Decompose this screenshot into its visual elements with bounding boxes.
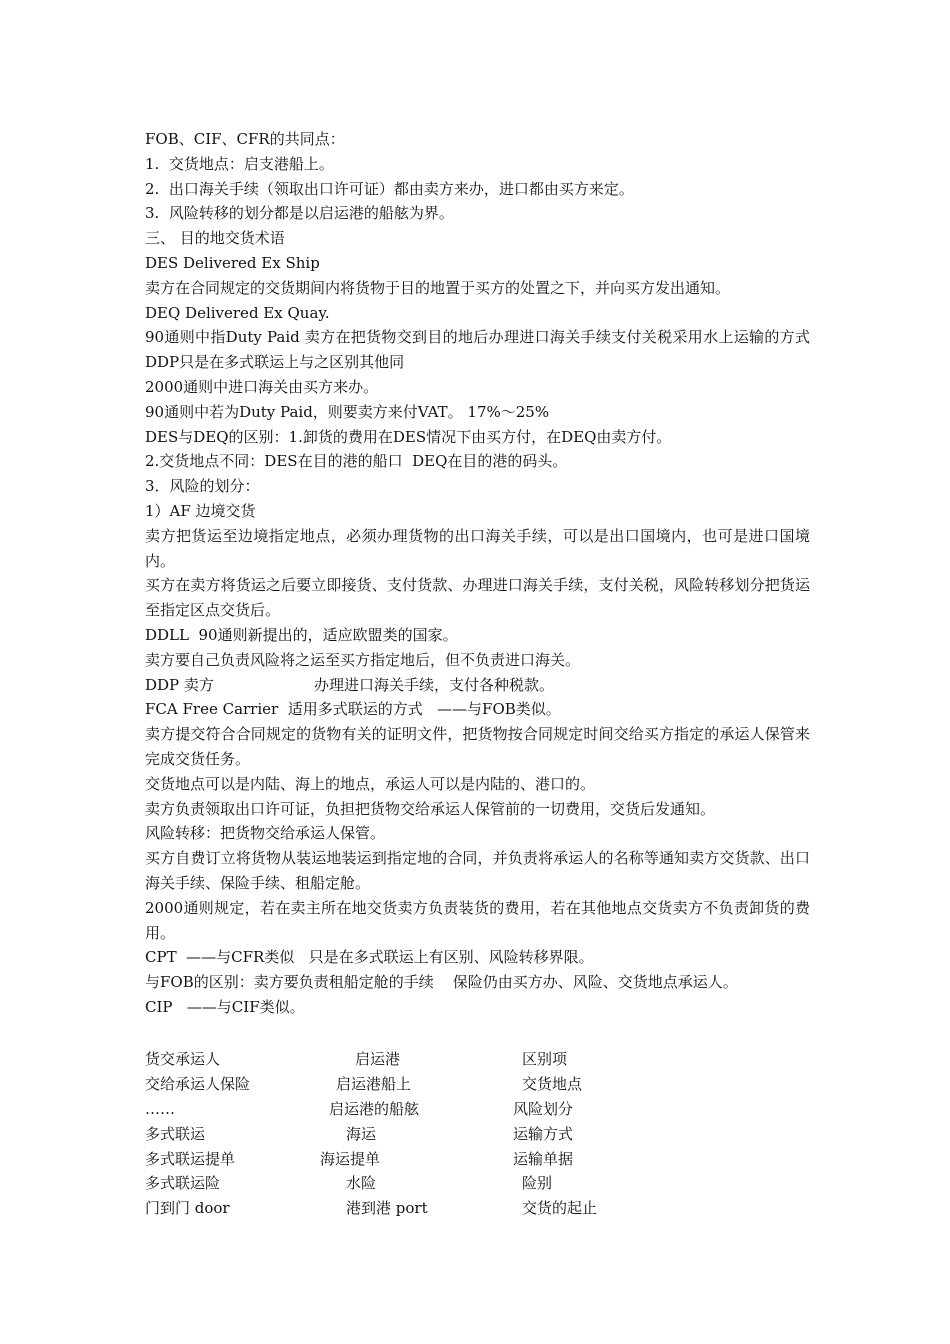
text-paragraph: 卖方把货运至边境指定地点，必须办理货物的出口海关手续，可以是出口国境内，也可是进口国境内。 [145, 526, 810, 570]
table-cell: 交货的起止 [522, 1199, 598, 1218]
text-line: FOB、CIF、CFR的共同点： [145, 130, 345, 148]
table-cell: 启运港 [355, 1050, 401, 1068]
table-cell: 运输单据 [513, 1149, 574, 1168]
table-row [145, 1147, 810, 1172]
text-line: 卖方负责领取出口许可证，负担把货物交给承运人保管前的一切费用，交货后发通知。 [145, 799, 716, 818]
table-cell: 运输方式 [513, 1124, 574, 1143]
table-cell: 水险 [346, 1174, 377, 1193]
text-paragraph: 2000通则规定，若在卖主所在地交货卖方负责装货的费用，若在其他地点交货卖方不负责卸货的费用。 [145, 898, 810, 942]
table-cell: 港到港 port [346, 1199, 428, 1218]
text-line: 风险转移：把货物交给承运人保管。 [145, 824, 386, 843]
table-cell: 门到门 door [145, 1199, 230, 1218]
text-paragraph: 卖方提交符合合同规定的货物有关的证明文件，把货物按合同规定时间交给买方指定的承运人保管来完成交货任务。 [145, 725, 810, 768]
document-body [145, 127, 810, 1020]
text-paragraph: 买方自费订立将货物从装运地装运到指定地的合同，并负责将承运人的名称等通知卖方交货款、出口海关手续、保险手续、租船定舱。 [145, 849, 810, 892]
text-line: DES Delivered Ex Ship [145, 253, 320, 272]
table-cell: 多式联运提单 [145, 1149, 236, 1168]
text-line: CIP ——与CIF类似。 [145, 997, 305, 1016]
text-paragraph: 卖方在合同规定的交货期间内将货物于目的地置于买方的处置之下，并向买方发出通知。 [145, 278, 731, 297]
text-line: 2. 出口海关手续（领取出口许可证）都由卖方来办，进口都由买方来定。 [145, 179, 634, 198]
table-row [145, 1171, 810, 1196]
text-line: FCA Free Carrier 适用多式联运的方式 ——与FOB类似。 [145, 700, 561, 719]
table-row [145, 1047, 810, 1072]
text-line: 1. 交货地点：启支港船上。 [145, 154, 334, 173]
table-cell: 启运港的船舷 [329, 1099, 420, 1118]
text-line: 3．风险的划分： [145, 477, 260, 496]
table-row [145, 1072, 810, 1097]
comparison-table [145, 1047, 810, 1221]
text-line: DDP 卖方 办理进口海关手续，支付各种税款。 [145, 675, 555, 694]
text-paragraph: 90通则中指Duty Paid 卖方在把货物交到目的地后办理进口海关手续支付关税采用水上运输的方式 DDP只是在多式联运上与之区别其他同 [145, 328, 810, 372]
text-line: 90通则中若为Duty Paid，则要卖方来付VAT。 17%～25% [145, 402, 550, 421]
table-cell: 交货地点 [522, 1074, 583, 1093]
table-cell: 海运 [346, 1124, 377, 1143]
table-cell: 区别项 [522, 1050, 568, 1068]
table-cell: 险别 [522, 1174, 553, 1193]
text-line: DEQ Delivered Ex Quay. [145, 303, 330, 322]
text-line: 卖方要自己负责风险将之运至买方指定地后，但不负责进口海关。 [145, 650, 581, 669]
table-cell: 启运港船上 [336, 1074, 412, 1093]
text-line: 3. 风险转移的划分都是以启运港的船舷为界。 [145, 204, 454, 223]
table-cell: 海运提单 [320, 1149, 381, 1168]
table-cell: 多式联运 [145, 1124, 206, 1143]
table-cell: 交给承运人保险 [145, 1074, 251, 1093]
table-cell: 货交承运人 [145, 1050, 221, 1068]
text-paragraph: 买方在卖方将货运之后要立即接货、支付货款、办理进口海关手续，支付关税，风险转移划分把货运至指定区点交货后。 [145, 576, 810, 620]
text-line: 2000通则中进口海关由买方来办。 [145, 377, 379, 396]
text-line: CPT ——与CFR类似 只是在多式联运上有区别、风险转移界限。 [145, 948, 594, 967]
table-cell: 多式联运险 [145, 1174, 221, 1193]
table-row [145, 1122, 810, 1147]
text-line: 2.交货地点不同：DES在目的港的船口 DEQ在目的港的码头。 [145, 452, 568, 471]
table-cell: …… [145, 1099, 175, 1118]
table-row [145, 1196, 810, 1221]
text-line: DES与DEQ的区别：1.卸货的费用在DES情况下由买方付，在DEQ由卖方付。 [145, 427, 672, 446]
text-line: DDLL 90通则新提出的，适应欧盟类的国家。 [145, 625, 458, 644]
section-heading: 三、 目的地交货术语 [145, 229, 285, 248]
text-line: 1）AF 边境交货 [145, 501, 256, 520]
table-cell: 风险划分 [513, 1099, 574, 1118]
text-line: 交货地点可以是内陆、海上的地点，承运人可以是内陆的、港口的。 [145, 774, 596, 793]
table-row [145, 1097, 810, 1122]
text-line: 与FOB的区别：卖方要负责租船定舱的手续 保险仍由买方办、风险、交货地点承运人。 [145, 973, 738, 992]
